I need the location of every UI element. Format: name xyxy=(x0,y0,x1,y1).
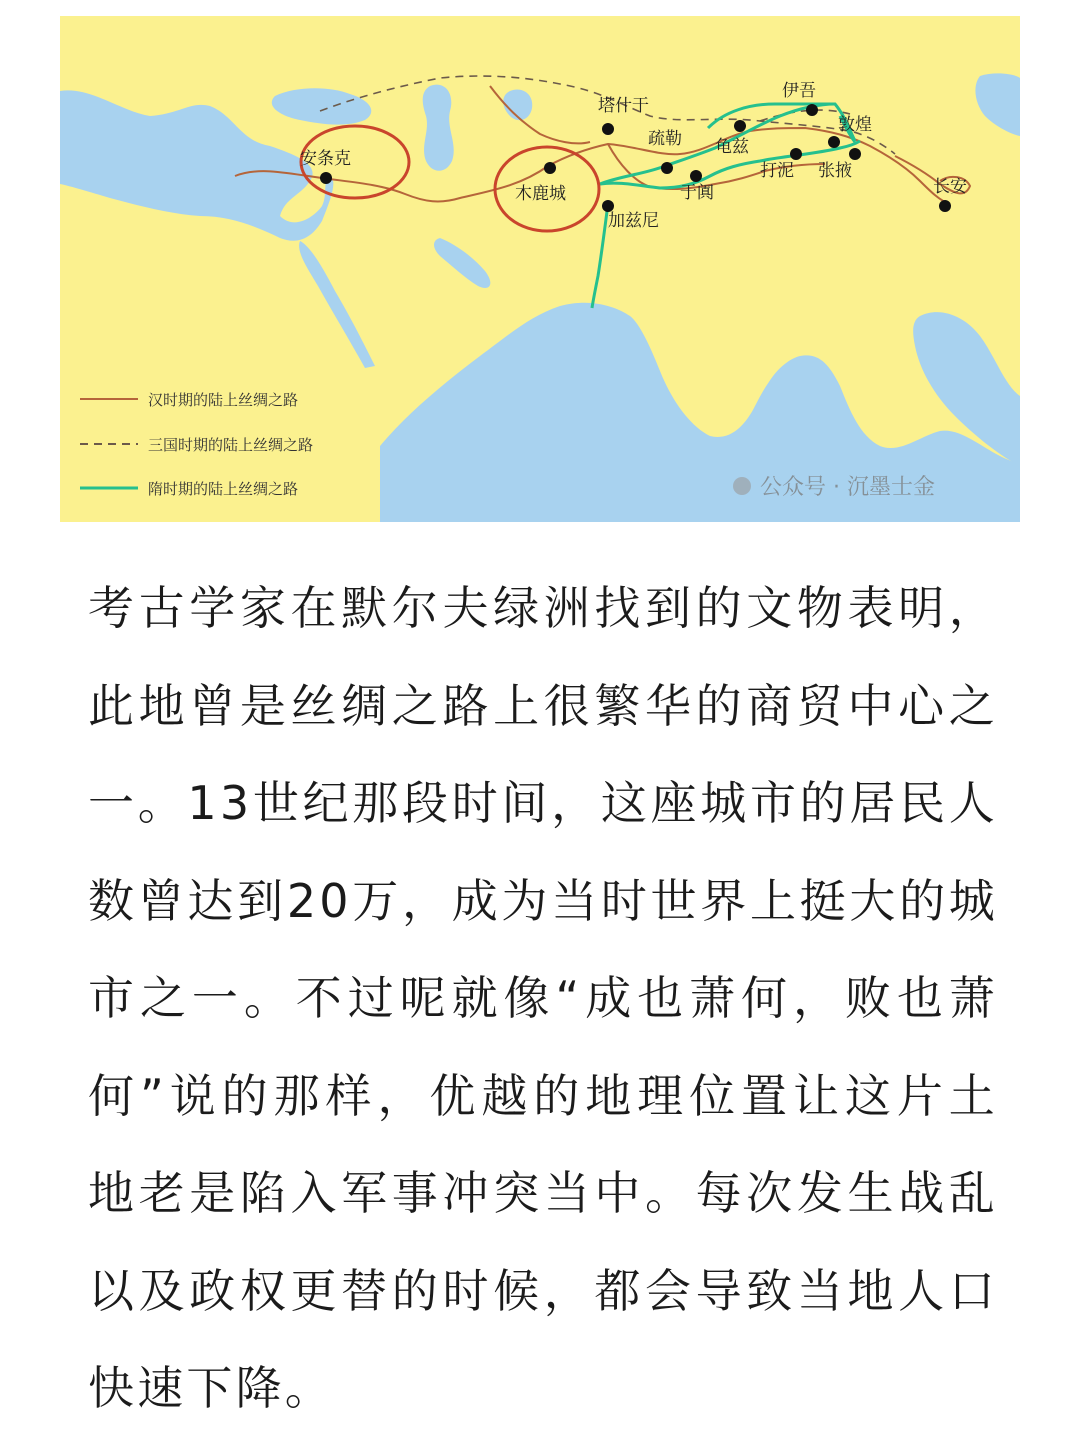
city-dot-changan xyxy=(939,200,951,212)
watermark-text: 公众号 · 沉墨士金 xyxy=(760,475,935,500)
city-label-dajni: 打泥 xyxy=(760,161,794,181)
city-label-dunhuang: 敦煌 xyxy=(838,115,872,135)
city-label-hotan: 于阗 xyxy=(680,183,714,203)
legend-label-sui: 隋时期的陆上丝绸之路 xyxy=(148,480,299,498)
wechat-icon xyxy=(733,477,751,495)
city-label-antioch: 安条克 xyxy=(300,149,351,169)
city-dot-hami xyxy=(806,104,818,116)
city-dot-dajni xyxy=(790,148,802,160)
city-dot-dunhuang xyxy=(828,136,840,148)
legend-label-han: 汉时期的陆上丝绸之路 xyxy=(148,391,299,409)
city-label-hami: 伊吾 xyxy=(782,81,816,101)
caspian-sea xyxy=(423,85,454,171)
city-dot-hotan xyxy=(690,170,702,182)
city-dot-antioch xyxy=(320,172,332,184)
city-dot-kucha xyxy=(734,120,746,132)
city-dot-kashgar xyxy=(661,162,673,174)
city-label-changan: 长安 xyxy=(933,177,967,197)
city-label-merv: 木鹿城 xyxy=(515,184,566,204)
city-label-kashgar: 疏勒 xyxy=(648,129,682,149)
map-canvas xyxy=(60,16,1020,522)
city-dot-zhangye xyxy=(849,148,861,160)
city-label-zhangye: 张掖 xyxy=(818,161,852,181)
silk-road-map xyxy=(60,16,1020,522)
city-label-kapisi: 加兹尼 xyxy=(608,211,659,231)
article-paragraph: 考古学家在默尔夫绿洲找到的文物表明，此地曾是丝绸之路上很繁华的商贸中心之一。13世纪那段时间，这座城市的居民人数曾达到20万，成为当时世界上挺大的城市之一。不过呢就像“成也萧何，败也萧何”说的那样，优越的地理位置让这片土地老是陷入军事冲突当中。每次发生战乱以及政权更替的时候，都会导致当地人口快速下降。 xyxy=(88,581,998,1415)
legend-label-three-kingdoms: 三国时期的陆上丝绸之路 xyxy=(148,436,314,454)
city-dot-tashkent xyxy=(602,123,614,135)
city-label-kucha: 龟兹 xyxy=(715,137,749,157)
city-dot-merv xyxy=(544,162,556,174)
city-label-tashkent: 塔什干 xyxy=(598,96,649,116)
watermark xyxy=(733,475,935,500)
